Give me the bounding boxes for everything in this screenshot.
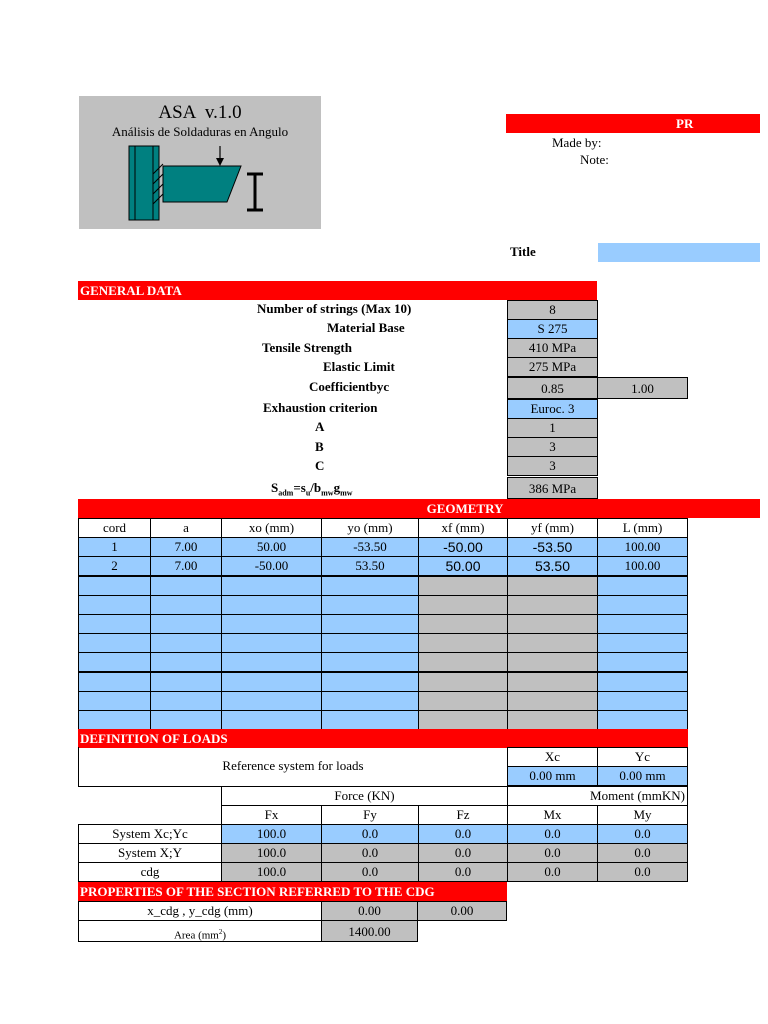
geometry-cell[interactable] — [78, 614, 151, 634]
xcdg-value: 0.00 — [321, 901, 418, 921]
geometry-cell[interactable] — [321, 672, 419, 692]
geometry-cell[interactable]: -53.50 — [507, 537, 598, 557]
geometry-cell — [418, 576, 508, 596]
geometry-cell[interactable] — [78, 595, 151, 615]
geometry-cell[interactable] — [321, 633, 419, 653]
geometry-cell[interactable]: 100.00 — [597, 556, 688, 576]
geometry-cell[interactable]: 1 — [78, 537, 151, 557]
load-cell: 100.0 — [221, 843, 322, 863]
load-col-header: Fy — [321, 805, 419, 825]
geometry-cell[interactable] — [78, 633, 151, 653]
geometry-cell[interactable] — [597, 672, 688, 692]
load-cell: 100.0 — [221, 862, 322, 882]
geometry-header — [78, 499, 760, 518]
yc-label: Yc — [597, 747, 688, 767]
load-cell: 0.0 — [507, 843, 598, 863]
loads-header — [78, 729, 688, 748]
geometry-col-header: yo (mm) — [321, 518, 419, 538]
area-value: 1400.00 — [321, 920, 418, 942]
logo-title: ASA v.1.0 — [158, 102, 242, 123]
geometry-cell — [418, 595, 508, 615]
geometry-cell[interactable] — [221, 633, 322, 653]
geometry-col-header: yf (mm) — [507, 518, 598, 538]
geometry-cell — [418, 710, 508, 730]
geometry-cell[interactable] — [221, 595, 322, 615]
moment-label — [507, 786, 688, 806]
geometry-cell[interactable] — [150, 710, 222, 730]
label-c: C — [315, 458, 325, 473]
load-cell: 0.0 — [418, 843, 508, 863]
load-cell: 0.0 — [597, 862, 688, 882]
geometry-cell[interactable]: 7.00 — [150, 537, 222, 557]
properties-header — [78, 882, 507, 901]
geometry-cell — [507, 691, 598, 711]
title-label: Title — [510, 244, 536, 259]
tensile-strength-value: 410 MPa — [507, 338, 598, 358]
sadm-value: 386 MPa — [507, 477, 598, 499]
force-label: Force (KN) — [221, 786, 508, 806]
coefficient-value-2: 1.00 — [597, 377, 688, 399]
geometry-cell[interactable]: -53.50 — [321, 537, 419, 557]
geometry-cell[interactable]: 100.00 — [597, 537, 688, 557]
geometry-cell — [418, 672, 508, 692]
geometry-col-header: xf (mm) — [418, 518, 508, 538]
geometry-cell[interactable] — [78, 672, 151, 692]
geometry-cell[interactable] — [78, 576, 151, 596]
geometry-cell[interactable] — [78, 652, 151, 672]
label-b: B — [315, 439, 324, 454]
ref-system-label: Reference system for loads — [222, 758, 364, 773]
geometry-col-header: xo (mm) — [221, 518, 322, 538]
label-num-strings: Number of strings (Max 10) — [257, 301, 412, 316]
geometry-cell — [507, 710, 598, 730]
geometry-cell — [507, 576, 598, 596]
xc-value[interactable]: 0.00 mm — [507, 766, 598, 786]
geometry-cell[interactable]: 50.00 — [221, 537, 322, 557]
general-data-header — [78, 281, 597, 300]
label-tensile-strength: Tensile Strength — [262, 340, 352, 355]
geometry-cell[interactable] — [321, 576, 419, 596]
geometry-cell[interactable] — [597, 576, 688, 596]
elastic-limit-value: 275 MPa — [507, 357, 598, 377]
geometry-cell[interactable] — [321, 710, 419, 730]
ref-system-box — [78, 747, 508, 787]
area-label: Area $(mm^2)$ — [78, 920, 322, 942]
geometry-cell[interactable] — [150, 672, 222, 692]
geometry-cell[interactable] — [221, 672, 322, 692]
geometry-cell[interactable] — [597, 691, 688, 711]
weld-diagram-icon — [123, 140, 273, 222]
load-cell[interactable]: 0.0 — [597, 824, 688, 844]
geometry-cell[interactable] — [150, 614, 222, 634]
geometry-col-header: cord — [78, 518, 151, 538]
geometry-cell[interactable]: -50.00 — [418, 537, 508, 557]
geometry-cell[interactable]: 53.50 — [507, 556, 598, 576]
geometry-cell[interactable] — [321, 595, 419, 615]
yc-value[interactable]: 0.00 mm — [597, 766, 688, 786]
geometry-cell[interactable] — [150, 633, 222, 653]
label-exhaustion: Exhaustion criterion — [263, 400, 378, 415]
pr-banner — [506, 114, 760, 133]
geometry-cell[interactable] — [321, 614, 419, 634]
num-strings-value[interactable]: 8 — [507, 300, 598, 320]
geometry-cell[interactable]: 53.50 — [321, 556, 419, 576]
geometry-cell — [507, 633, 598, 653]
load-row-label: System Xc;Yc — [78, 824, 222, 844]
geometry-cell — [418, 633, 508, 653]
load-cell[interactable]: 0.0 — [321, 824, 419, 844]
geometry-cell[interactable] — [221, 614, 322, 634]
load-col-header: Fx — [221, 805, 322, 825]
cdg-label: x_cdg , y_cdg (mm) — [78, 901, 322, 921]
label-elastic-limit: Elastic Limit — [323, 359, 395, 374]
ycdg-value: 0.00 — [417, 901, 507, 921]
geometry-cell[interactable] — [597, 710, 688, 730]
geometry-cell[interactable]: 50.00 — [418, 556, 508, 576]
geometry-col-header: a — [150, 518, 222, 538]
geometry-cell[interactable] — [597, 633, 688, 653]
c-value: 3 — [507, 456, 598, 476]
geometry-cell[interactable] — [150, 595, 222, 615]
load-cell: 0.0 — [321, 843, 419, 863]
geometry-cell — [418, 691, 508, 711]
geometry-cell[interactable] — [221, 691, 322, 711]
b-value: 3 — [507, 437, 598, 457]
geometry-cell — [507, 614, 598, 634]
logo-subtitle: Análisis de Soldaduras en Angulo — [111, 124, 289, 139]
geometry-cell[interactable]: 7.00 — [150, 556, 222, 576]
label-material-base: Material Base — [327, 320, 405, 335]
load-cell[interactable]: 100.0 — [221, 824, 322, 844]
geometry-cell[interactable] — [150, 691, 222, 711]
made-by-label: Made by: — [552, 135, 602, 150]
geometry-cell[interactable] — [597, 652, 688, 672]
load-cell: 0.0 — [321, 862, 419, 882]
geometry-cell[interactable] — [78, 710, 151, 730]
exhaustion-value[interactable]: Euroc. 3 — [507, 399, 598, 419]
load-col-header: Fz — [418, 805, 508, 825]
geometry-cell — [418, 614, 508, 634]
geometry-cell[interactable] — [321, 652, 419, 672]
geometry-cell[interactable] — [150, 576, 222, 596]
general-data-title: GENERAL DATA — [80, 283, 182, 298]
geometry-title: GEOMETRY — [426, 501, 504, 516]
load-cell: 0.0 — [597, 843, 688, 863]
geometry-cell — [507, 672, 598, 692]
title-input[interactable] — [598, 243, 760, 262]
loads-title: DEFINITION OF LOADS — [80, 731, 228, 746]
geometry-cell — [507, 652, 598, 672]
a-value: 1 — [507, 418, 598, 438]
geometry-cell[interactable] — [150, 652, 222, 672]
load-col-header: My — [597, 805, 688, 825]
geometry-cell[interactable]: -50.00 — [221, 556, 322, 576]
geometry-cell — [507, 595, 598, 615]
properties-title: PROPERTIES OF THE SECTION REFERRED TO THE CDG — [80, 884, 435, 899]
load-cell[interactable]: 0.0 — [507, 824, 598, 844]
geometry-cell[interactable] — [221, 652, 322, 672]
geometry-cell — [418, 652, 508, 672]
xc-label: Xc — [507, 747, 598, 767]
load-cell: 0.0 — [507, 862, 598, 882]
geometry-cell[interactable] — [221, 576, 322, 596]
load-col-header: Mx — [507, 805, 598, 825]
geometry-cell[interactable] — [221, 710, 322, 730]
load-cell[interactable]: 0.0 — [418, 824, 508, 844]
label-coefficient: Coefficientbyc — [309, 379, 390, 394]
geometry-cell[interactable]: 2 — [78, 556, 151, 576]
load-cell: 0.0 — [418, 862, 508, 882]
geometry-cell[interactable] — [597, 614, 688, 634]
moment-label-text: Moment (mmKN) — [590, 788, 685, 803]
geometry-cell[interactable] — [78, 691, 151, 711]
pr-label: PR — [676, 116, 694, 131]
logo-panel — [79, 96, 321, 229]
load-row-label: cdg — [78, 862, 222, 882]
geometry-cell[interactable] — [597, 595, 688, 615]
label-sadm: $S_{adm}=s_u/b_{mw}g_{mw}$ — [271, 480, 353, 498]
coefficient-value: 0.85 — [507, 377, 598, 399]
area-label-text: Area (mm — [173, 929, 219, 942]
material-base-value[interactable]: S 275 — [507, 319, 598, 339]
load-row-label: System X;Y — [78, 843, 222, 863]
geometry-cell[interactable] — [321, 691, 419, 711]
label-a: A — [315, 419, 325, 434]
geometry-col-header: L (mm) — [597, 518, 688, 538]
note-label: Note: — [580, 152, 609, 167]
